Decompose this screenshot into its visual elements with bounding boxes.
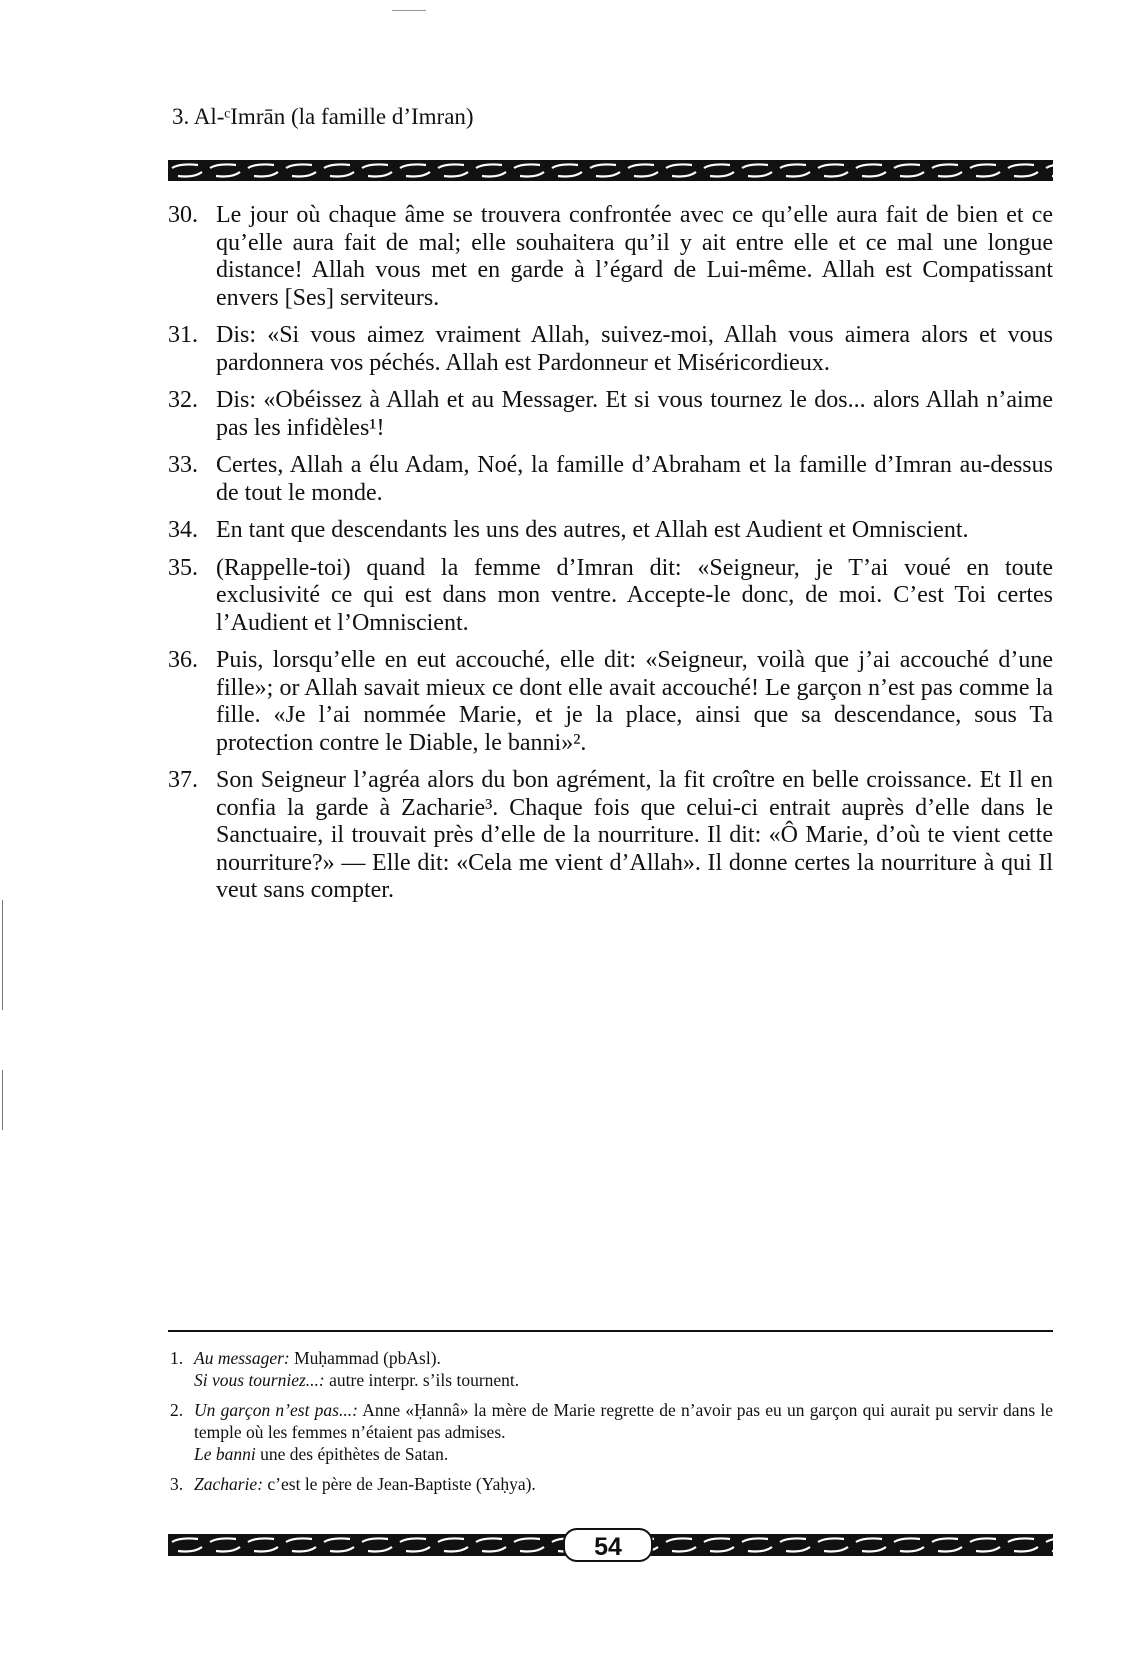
verse-31 — [168, 322, 1053, 377]
verse-33 — [168, 452, 1053, 507]
footnote-text: autre interpr. s’ils tournent. — [324, 1370, 520, 1390]
footnote-separator — [168, 1330, 1053, 1332]
verse-number: 36. — [168, 647, 198, 673]
verse-text: Certes, Allah a élu Adam, Noé, la famille d’Abraham et la famille d’Imran au-dessus de tout le monde. — [216, 452, 1053, 506]
verse-number: 34. — [168, 517, 198, 543]
footnote-3 — [170, 1473, 1053, 1495]
verse-text: Dis: «Si vous aimez vraiment Allah, suivez-moi, Allah vous aimera alors et vous pardonnera vos péchés. Allah est Pardonneur et Miséricordieux. — [216, 322, 1053, 376]
verse-text: Le jour où chaque âme se trouvera confrontée avec ce qu’elle aura fait de bien et ce qu’elle aura fait de mal; elle souhaitera qu’il y ait entre elle et ce mal une longue distance! Allah vous met en garde à l’égard de Lui-même. Allah est Compatissant envers [Ses] serviteurs. — [216, 202, 1053, 311]
footnote-number: 1. — [170, 1348, 184, 1368]
footnote-1 — [170, 1347, 1053, 1391]
footnote-text: c’est le père de Jean-Baptiste (Yaḥya). — [263, 1474, 536, 1494]
scan-margin-mark — [2, 1070, 3, 1130]
verse-35 — [168, 555, 1053, 638]
footnote-number: 3. — [170, 1474, 184, 1494]
footnote-2 — [170, 1399, 1053, 1465]
page-number: 54 — [563, 1528, 653, 1562]
ornamental-band-top — [168, 160, 1053, 181]
verse-number: 32. — [168, 387, 198, 413]
surah-title: 3. Al-ᶜImrān (la famille d’Imran) — [172, 104, 474, 129]
footnote-text: Anne «Ḥannâ» la mère de Marie regrette de n’avoir pas eu un garçon qui aurait pu servir dans le temple où les femmes n’étaient pas admises. — [194, 1400, 1053, 1442]
footnote-text: Muḥammad (pbAsl). — [289, 1348, 441, 1368]
footnote-term: Au messager: — [194, 1348, 290, 1368]
verse-text: Dis: «Obéissez à Allah et au Messager. Et si vous tournez le dos... alors Allah n’aime pas les infidèles¹! — [216, 387, 1053, 441]
verse-36 — [168, 647, 1053, 757]
verse-number: 35. — [168, 554, 198, 581]
verse-37 — [168, 767, 1053, 905]
verse-number: 31. — [168, 322, 198, 348]
verse-number: 33. — [168, 452, 198, 478]
footnote-term: Un garçon n’est pas...: — [194, 1400, 358, 1420]
footnote-number: 2. — [170, 1400, 184, 1420]
verse-34 — [168, 517, 1053, 545]
footnote-text: une des épithètes de Satan. — [255, 1444, 449, 1464]
footnote-term: Si vous tourniez...: — [194, 1370, 325, 1390]
footnote-list — [170, 1347, 1053, 1503]
footnote-term: Zacharie: — [194, 1474, 264, 1494]
scan-margin-mark — [2, 900, 3, 1010]
chain-ornament — [168, 160, 1053, 181]
verse-list — [168, 202, 1053, 915]
verse-text: En tant que descendants les uns des autres, et Allah est Audient et Omniscient. — [216, 517, 969, 543]
top-scan-rule — [392, 10, 426, 11]
verse-number: 30. — [168, 202, 198, 228]
verse-text: Son Seigneur l’agréa alors du bon agrément, la fit croître en belle croissance. Et Il en confia la garde à Zacharie³. Chaque fois que celui-ci entrait auprès d’elle dans le Sanctuaire, il trouvait près d’elle de la nourriture. Il dit: «Ô Marie, d’où te vient cette nourriture?» — Elle dit: «Cela me vient d’Allah». Il donne certes la nourriture à qui Il veut sans compter. — [216, 767, 1053, 903]
verse-30 — [168, 202, 1053, 312]
footnote-term: Le banni — [194, 1444, 256, 1464]
verse-text: (Rappelle-toi) quand la femme d’Imran dit: «Seigneur, je T’ai voué en toute exclusivité ce qui est dans mon ventre. Accepte-le donc, de moi. C’est Toi certes l’Audient et l’Omniscient. — [216, 554, 1053, 636]
verse-text: Puis, lorsqu’elle en eut accouché, elle dit: «Seigneur, voilà que j’ai accouché d’une fille»; or Allah savait mieux ce dont elle avait accouché! Le garçon n’est pas comme la fille. «Je l’ai nommée Marie, et je la place, ainsi que sa descendance, sous Ta protection contre le Diable, le banni»². — [216, 647, 1053, 756]
verse-number: 37. — [168, 767, 198, 793]
verse-32 — [168, 387, 1053, 442]
